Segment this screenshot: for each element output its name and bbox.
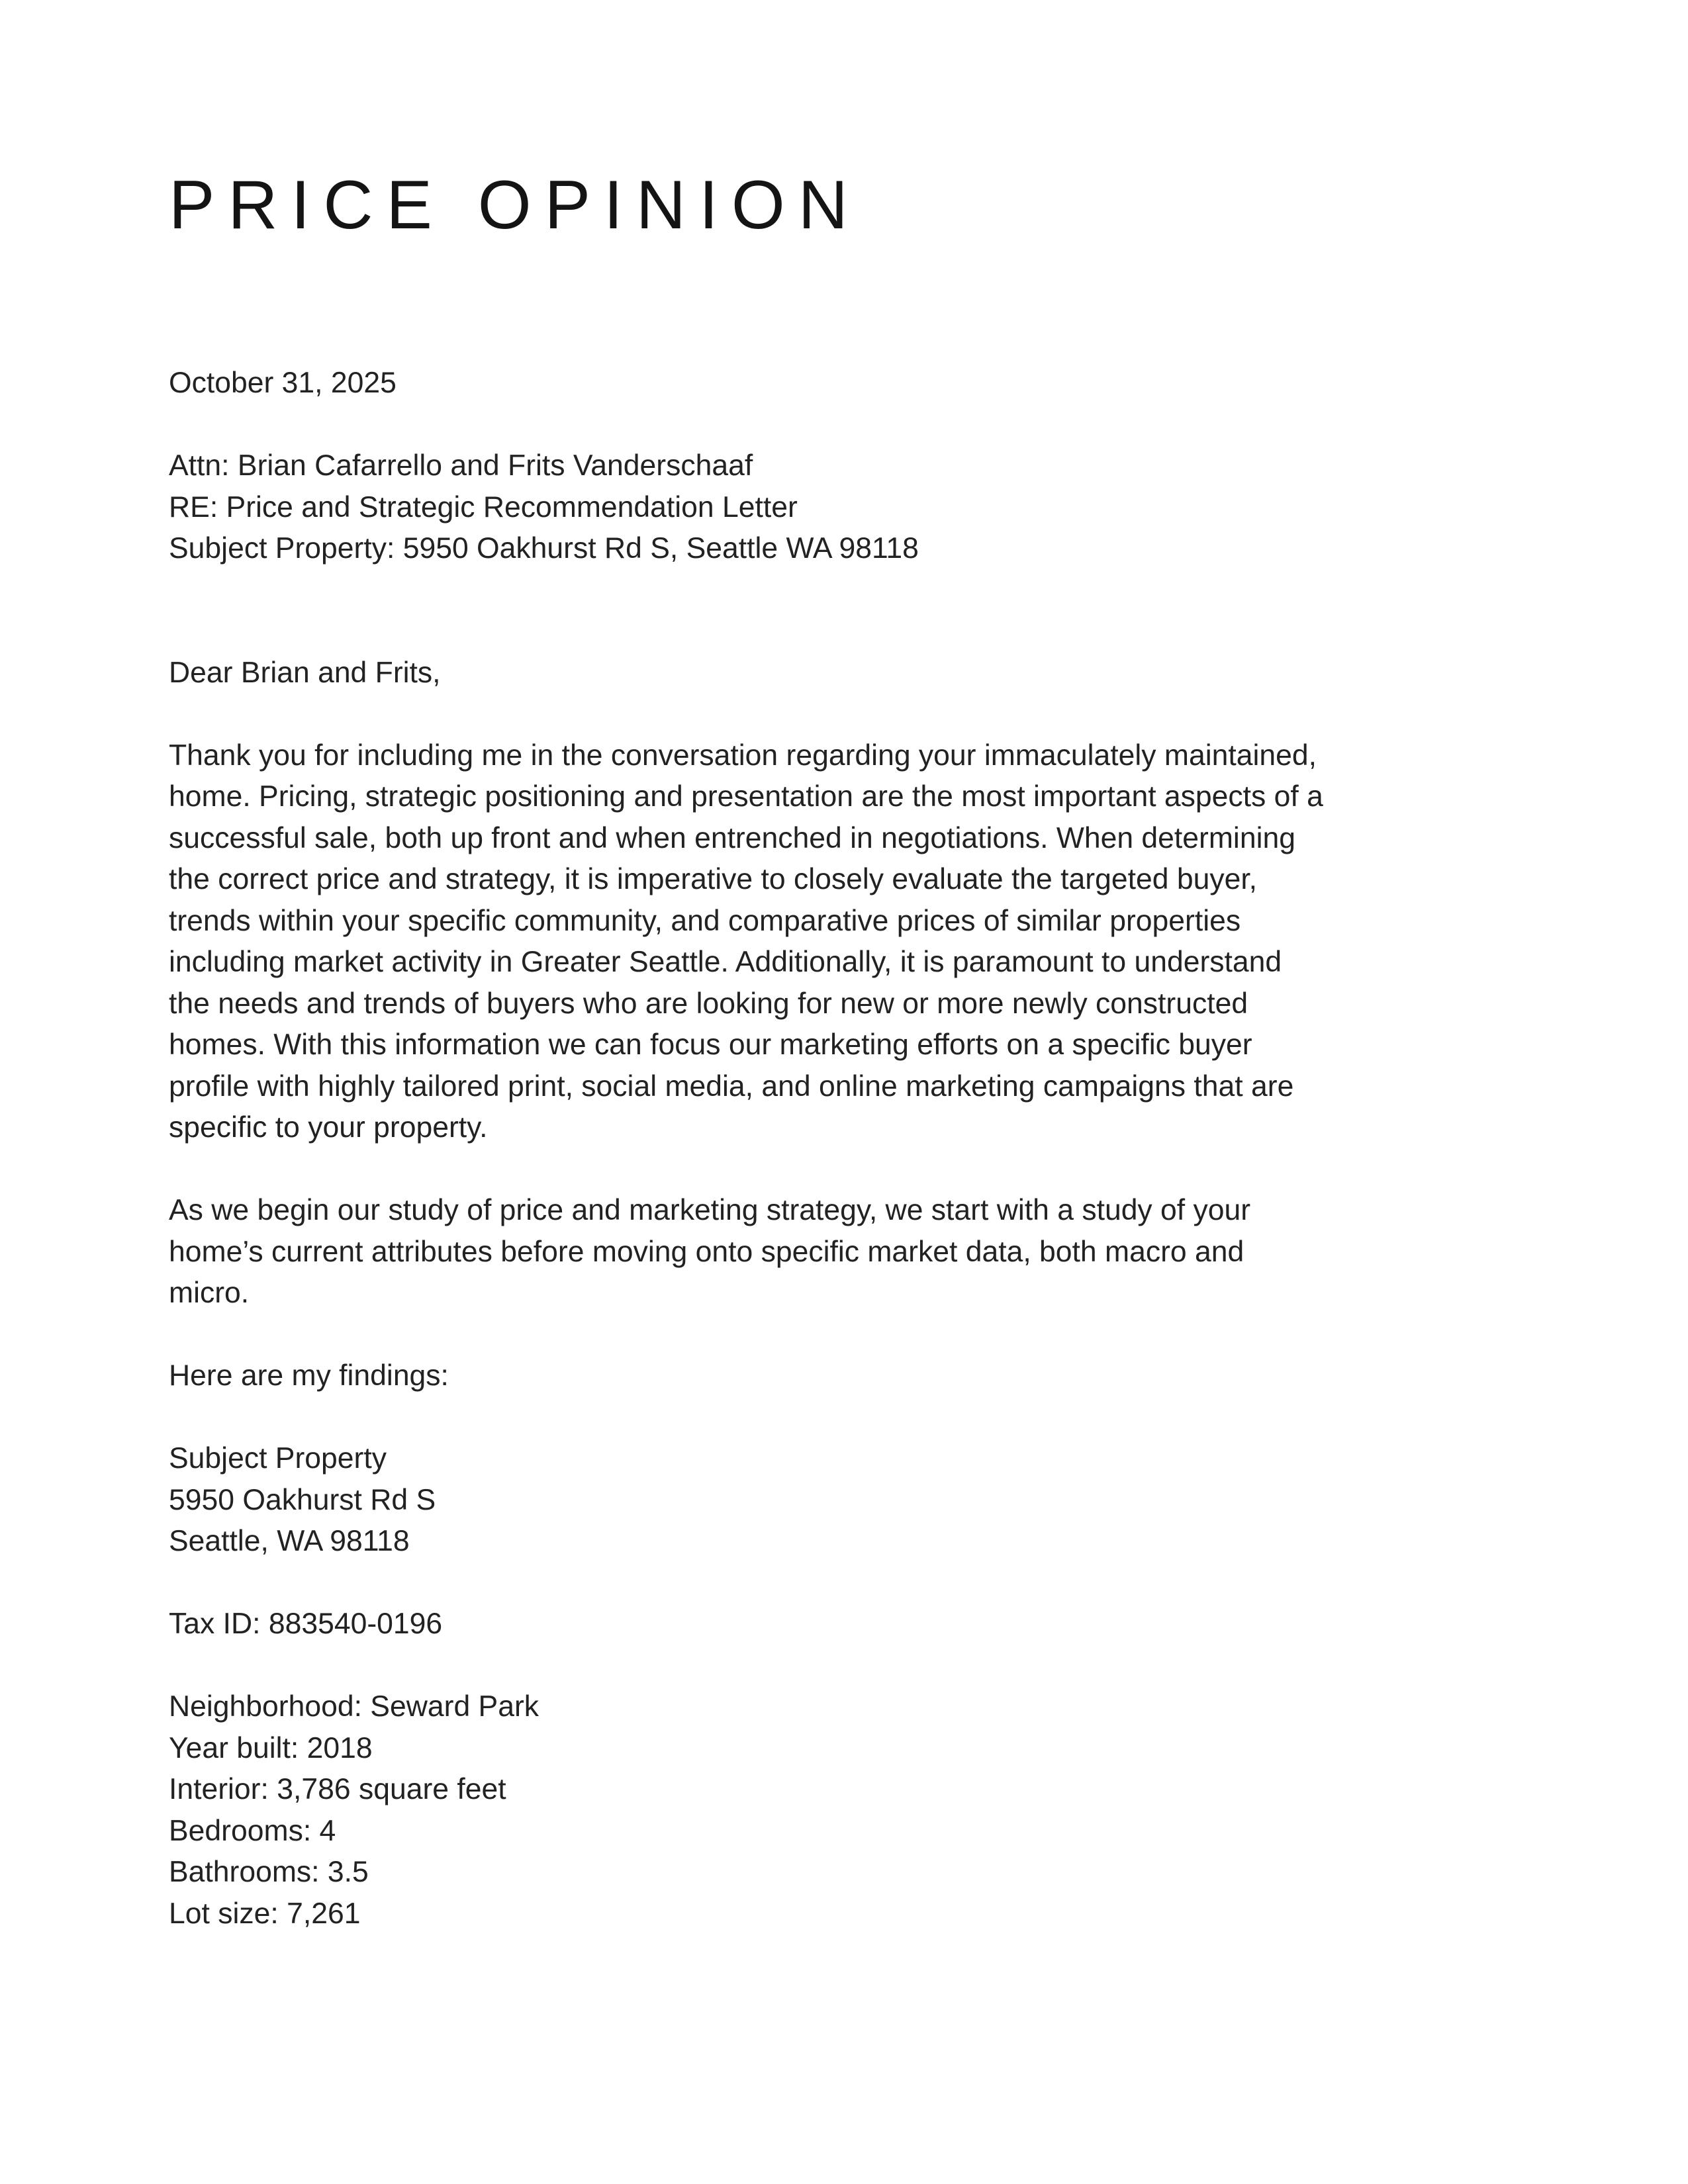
paragraph-line: micro. [169,1277,250,1309]
intro-paragraph [169,735,1526,1149]
paragraph-line: home’s current attributes before moving onto specific market data, both macro and [169,1235,1244,1268]
bedrooms: Bedrooms: 4 [169,1814,336,1847]
letter-body [169,363,1526,1934]
bathrooms: Bathrooms: 3.5 [169,1856,369,1888]
neighborhood: Neighborhood: Seward Park [169,1690,539,1723]
property-street: 5950 Oakhurst Rd S [169,1483,436,1516]
paragraph-line: the correct price and strategy, it is imperative to closely evaluate the targeted buyer, [169,863,1258,895]
paragraph-line: including market activity in Greater Seattle. Additionally, it is paramount to understand [169,946,1282,978]
page-title: PRICE OPINION [169,167,861,244]
salutation: Dear Brian and Frits, [169,656,441,689]
study-paragraph [169,1190,1526,1314]
letter-page [169,0,1526,2184]
interior-size: Interior: 3,786 square feet [169,1773,506,1805]
property-city: Seattle, WA 98118 [169,1525,410,1557]
findings-intro: Here are my findings: [169,1359,449,1392]
paragraph-line: As we begin our study of price and marketing strategy, we start with a study of your [169,1194,1251,1226]
lot-size: Lot size: 7,261 [169,1897,361,1930]
paragraph-line: specific to your property. [169,1111,488,1144]
tax-id: Tax ID: 883540-0196 [169,1608,443,1640]
paragraph-line: successful sale, both up front and when entrenched in negotiations. When determining [169,821,1295,854]
paragraph-line: Thank you for including me in the conversation regarding your immaculately maintained, [169,739,1317,772]
paragraph-line: homes. With this information we can focus our marketing efforts on a specific buyer [169,1028,1252,1061]
year-built: Year built: 2018 [169,1731,373,1764]
property-heading: Subject Property [169,1442,387,1475]
paragraph-line: the needs and trends of buyers who are looking for new or more newly constructed [169,987,1248,1020]
letter-date: October 31, 2025 [169,367,397,399]
attn-line: Attn: Brian Cafarrello and Frits Vanderschaaf [169,449,753,482]
re-line: RE: Price and Strategic Recommendation Letter [169,490,798,523]
paragraph-line: home. Pricing, strategic positioning and presentation are the most important aspects of a [169,780,1323,813]
subject-line: Subject Property: 5950 Oakhurst Rd S, Seattle WA 98118 [169,532,919,565]
paragraph-line: trends within your specific community, and comparative prices of similar properties [169,904,1241,937]
paragraph-line: profile with highly tailored print, social media, and online marketing campaigns that are [169,1069,1294,1103]
